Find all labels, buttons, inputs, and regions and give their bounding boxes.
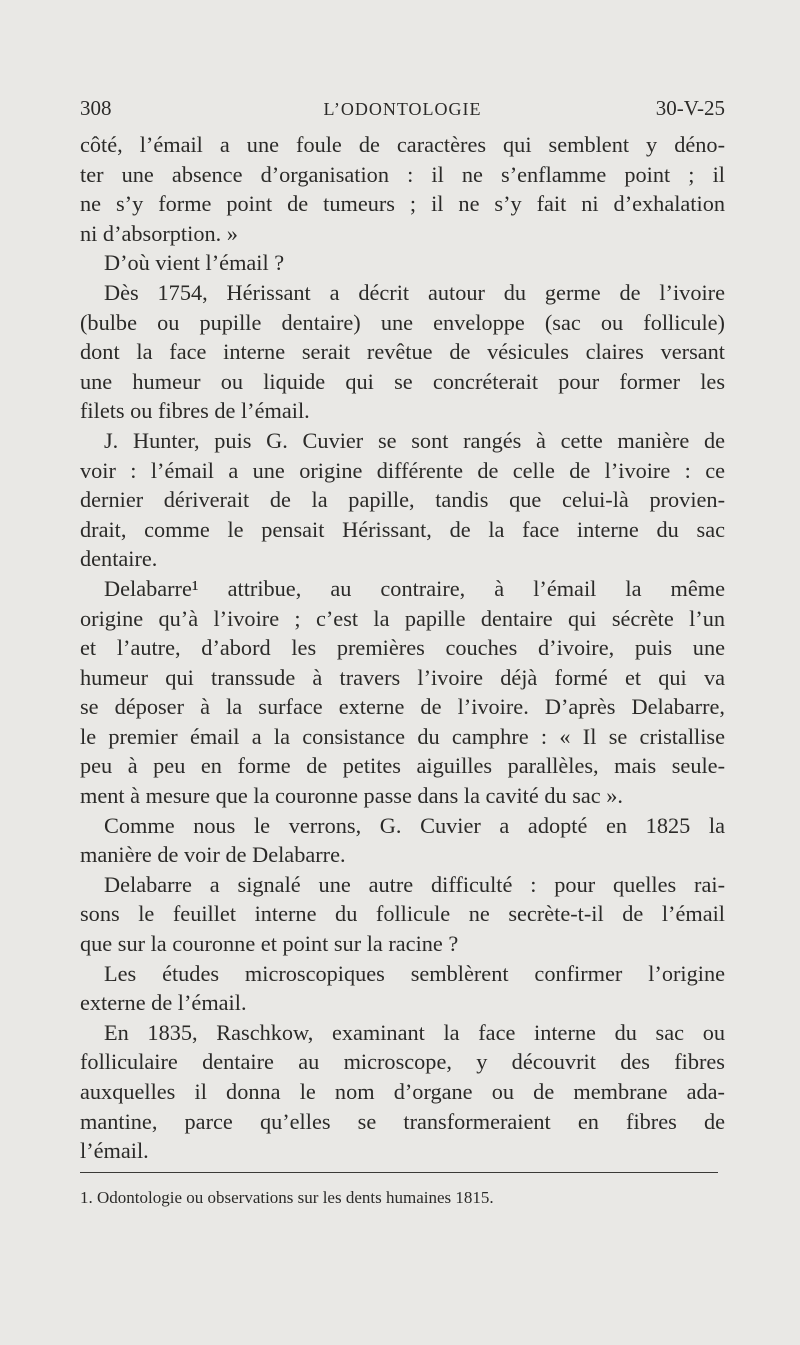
journal-title: L’ODONTOLOGIE bbox=[323, 99, 482, 119]
footnote: 1. Odontologie ou observations sur les dents humaines 1815. bbox=[80, 1188, 494, 1207]
text-line: peu à peu en forme de petites aiguilles parallèles, mais seule- bbox=[80, 753, 725, 779]
text-line: une humeur ou liquide qui se concréterait pour former les bbox=[80, 368, 725, 394]
text-line: le premier émail a la consistance du camphre : « Il se cristallise bbox=[80, 723, 725, 749]
page-number: 308 bbox=[80, 96, 112, 120]
text-line: dont la face interne serait revêtue de vésicules claires versant bbox=[80, 339, 725, 365]
body-text bbox=[80, 130, 725, 1166]
text-line: Comme nous le verrons, G. Cuvier a adopté en 1825 la bbox=[104, 812, 725, 838]
text-line: Les études microscopiques semblèrent confirmer l’origine bbox=[104, 960, 725, 986]
text-line: que sur la couronne et point sur la racine ? bbox=[80, 931, 459, 957]
text-line: filets ou fibres de l’émail. bbox=[80, 398, 310, 424]
text-line: origine qu’à l’ivoire ; c’est la papille dentaire qui sécrète l’un bbox=[80, 605, 725, 631]
running-header bbox=[80, 96, 725, 124]
text-line: dentaire. bbox=[80, 546, 158, 572]
text-line: ter une absence d’organisation : il ne s’enflamme point ; il bbox=[80, 161, 725, 187]
text-line: (bulbe ou pupille dentaire) une enveloppe (sac ou follicule) bbox=[80, 309, 725, 335]
text-line: l’émail. bbox=[80, 1138, 149, 1164]
text-line: ment à mesure que la couronne passe dans la cavité du sac ». bbox=[80, 783, 623, 809]
text-line: mantine, parce qu’elles se transformeraient en fibres de bbox=[80, 1108, 725, 1134]
text-line: ne s’y forme point de tumeurs ; il ne s’y fait ni d’exhalation bbox=[80, 191, 725, 217]
text-line: Delabarre a signalé une autre difficulté : pour quelles rai- bbox=[104, 871, 725, 897]
issue-date: 30-V-25 bbox=[655, 96, 725, 120]
text-line: dernier dériverait de la papille, tandis que celui-là provien- bbox=[80, 487, 725, 513]
text-line: D’où vient l’émail ? bbox=[104, 250, 285, 276]
text-line: externe de l’émail. bbox=[80, 990, 247, 1016]
text-line: et l’autre, d’abord les premières couches d’ivoire, puis une bbox=[80, 635, 725, 661]
text-line: Dès 1754, Hérissant a décrit autour du germe de l’ivoire bbox=[104, 279, 725, 305]
footnote-rule bbox=[80, 1172, 718, 1173]
text-line: drait, comme le pensait Hérissant, de la face interne du sac bbox=[80, 516, 725, 542]
text-line: humeur qui transsude à travers l’ivoire déjà formé et qui va bbox=[80, 664, 725, 690]
text-line: auxquelles il donna le nom d’organe ou de membrane ada- bbox=[80, 1079, 725, 1104]
text-line: côté, l’émail a une foule de caractères qui semblent y déno- bbox=[80, 132, 725, 157]
text-line: folliculaire dentaire au microscope, y découvrit des fibres bbox=[80, 1049, 725, 1075]
text-line: sons le feuillet interne du follicule ne secrète-t-il de l’émail bbox=[80, 901, 725, 927]
text-line: se déposer à la surface externe de l’ivoire. D’après Delabarre, bbox=[80, 694, 725, 720]
text-line: Delabarre¹ attribue, au contraire, à l’émail la même bbox=[104, 575, 725, 601]
text-line: J. Hunter, puis G. Cuvier se sont rangés à cette manière de bbox=[104, 427, 725, 453]
text-line: En 1835, Raschkow, examinant la face interne du sac ou bbox=[104, 1019, 725, 1045]
text-line: ni d’absorption. » bbox=[80, 220, 238, 246]
text-line: voir : l’émail a une origine différente de celle de l’ivoire : ce bbox=[80, 457, 725, 483]
text-line: manière de voir de Delabarre. bbox=[80, 842, 346, 868]
